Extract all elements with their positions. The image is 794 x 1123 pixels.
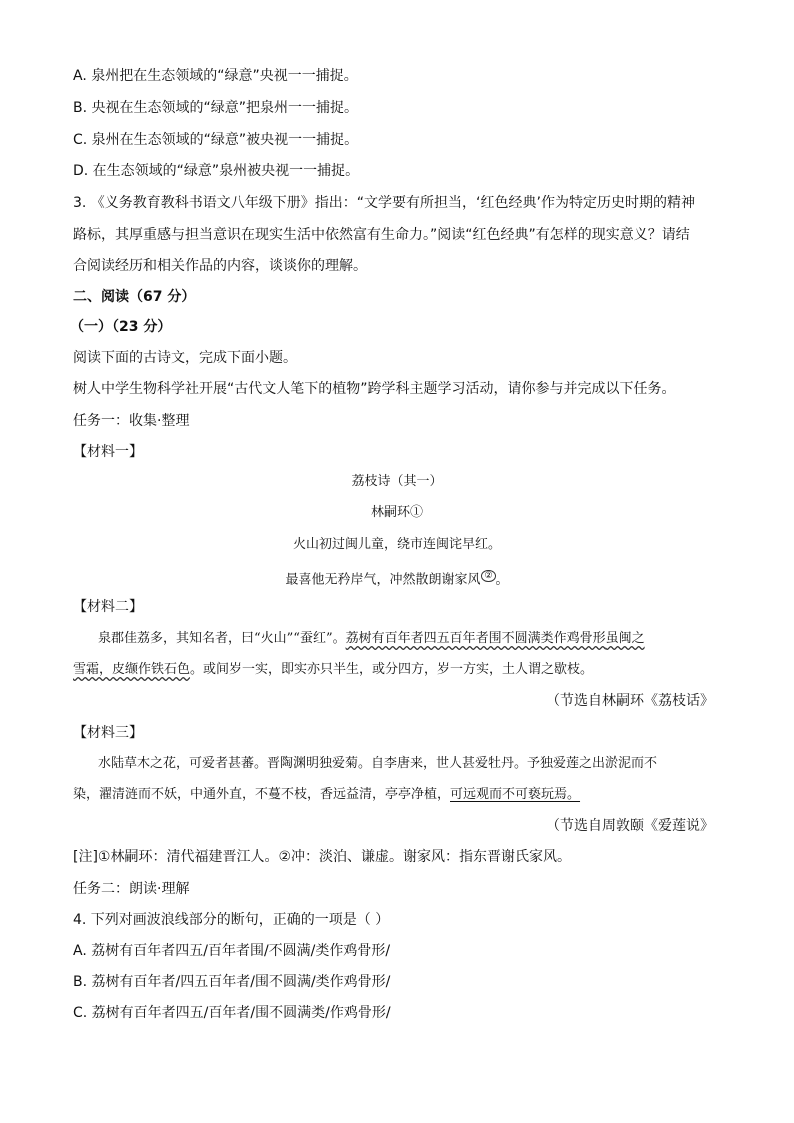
- task-2-label: 任务二：朗读·理解: [73, 881, 190, 897]
- poem-author: [0, 503, 794, 523]
- option-b: B. 央视在生态领域的“绿意”把泉州一一捕捉。: [73, 100, 359, 116]
- poem-line-2-text: 最喜他无矜岸气，冲然散朗谢家风: [285, 572, 481, 588]
- intro-line-2: 树人中学生物科学社开展“古代文人笔下的植物”跨学科主题学习活动，请你参与并完成以下任务。: [73, 381, 676, 397]
- subsection-heading: （一）（23 分）: [70, 319, 172, 335]
- option-d: D. 在生态领域的“绿意”泉州被央视一一捕捉。: [73, 163, 360, 179]
- material-3-text: 染，濯清涟而不妖，中通外直，不蔓不枝，香远益清，亭亭净植，: [73, 787, 451, 802]
- material-2-label: 【材料二】: [73, 599, 143, 615]
- material-3-para-line-2: [73, 785, 580, 805]
- question-3-line-1: 3. 《义务教育教科书语文八年级下册》指出：“文学要有所担当，‘红色经典’作为特定历史时期的精神: [73, 195, 695, 211]
- material-2-para-line-1: [98, 629, 645, 649]
- footnote: [注]①林嗣环：清代福建晋江人。②冲：淡泊、谦虚。谢家风：指东晋谢氏家风。: [73, 849, 572, 865]
- poem-note-marker: ②: [481, 570, 495, 582]
- poem-line-2-end: 。: [495, 572, 509, 588]
- poem-author-name: 林嗣环: [370, 505, 410, 520]
- question-3-line-2: 路标，其厚重感与担当意识在现实生活中依然富有生命力。”阅读“红色经典”有怎样的现实意义？请结: [73, 227, 690, 243]
- material-3-label: 【材料三】: [73, 725, 143, 741]
- option-a: A. 泉州把在生态领域的“绿意”央视一一捕捉。: [73, 68, 358, 84]
- wavy-underlined-passage: 荔树有百年者四五百年者围不圆满类作鸡骨形: [345, 631, 606, 646]
- underlined-passage: 可远观而不可亵玩焉。: [450, 787, 581, 802]
- material-3-source: （节选自周敦颐《爱莲说》: [546, 818, 714, 834]
- material-2-para-line-2: [73, 660, 593, 680]
- question-4-option-b: B. 荔树有百年者/四五百年者/围不圆满/类作鸡骨形/: [73, 974, 391, 990]
- material-1-label: 【材料一】: [73, 444, 143, 460]
- material-2-text-c: 。或间岁一实，即实亦只半生，或分四方，岁一方实，土人谓之歇枝。: [190, 662, 594, 677]
- material-3-para-line-1: 水陆草木之花，可爱者甚蕃。晋陶渊明独爱菊。自李唐来，世人甚爱牡丹。予独爱莲之出淤泥而不: [98, 756, 658, 771]
- question-4-option-c: C. 荔树有百年者四五/百年者/围不圆满类/作鸡骨形/: [73, 1005, 391, 1021]
- section-heading: 二、阅读（67 分）: [73, 289, 196, 305]
- question-4: 4. 下列对画波浪线部分的断句，正确的一项是（ ）: [73, 912, 390, 928]
- intro-line-1: 阅读下面的古诗文，完成下面小题。: [73, 350, 297, 366]
- material-2-text-b: 虽闽之: [605, 631, 645, 646]
- poem-line-1: 火山初过闽儿童，绕市连闽诧早红。: [292, 537, 501, 552]
- task-1-label: 任务一：收集·整理: [73, 413, 190, 429]
- material-2-text-a: 泉郡佳荔多，其知名者，曰“火山”“蚕红”。: [98, 631, 346, 646]
- wavy-underlined-passage-cont: 雪霜，皮缬作铁石色: [73, 662, 191, 677]
- author-note-marker: ①: [410, 505, 424, 520]
- poem-title: 荔枝诗（其一）: [351, 474, 443, 489]
- poem-line-2: [0, 566, 794, 590]
- question-3-line-3: 合阅读经历和相关作品的内容，谈谈你的理解。: [73, 258, 367, 274]
- material-2-source: （节选自林嗣环《荔枝话》: [546, 693, 714, 709]
- option-c: C. 泉州在生态领域的“绿意”被央视一一捕捉。: [73, 132, 359, 148]
- question-4-option-a: A. 荔树有百年者四五/百年者围/不圆满/类作鸡骨形/: [73, 943, 391, 959]
